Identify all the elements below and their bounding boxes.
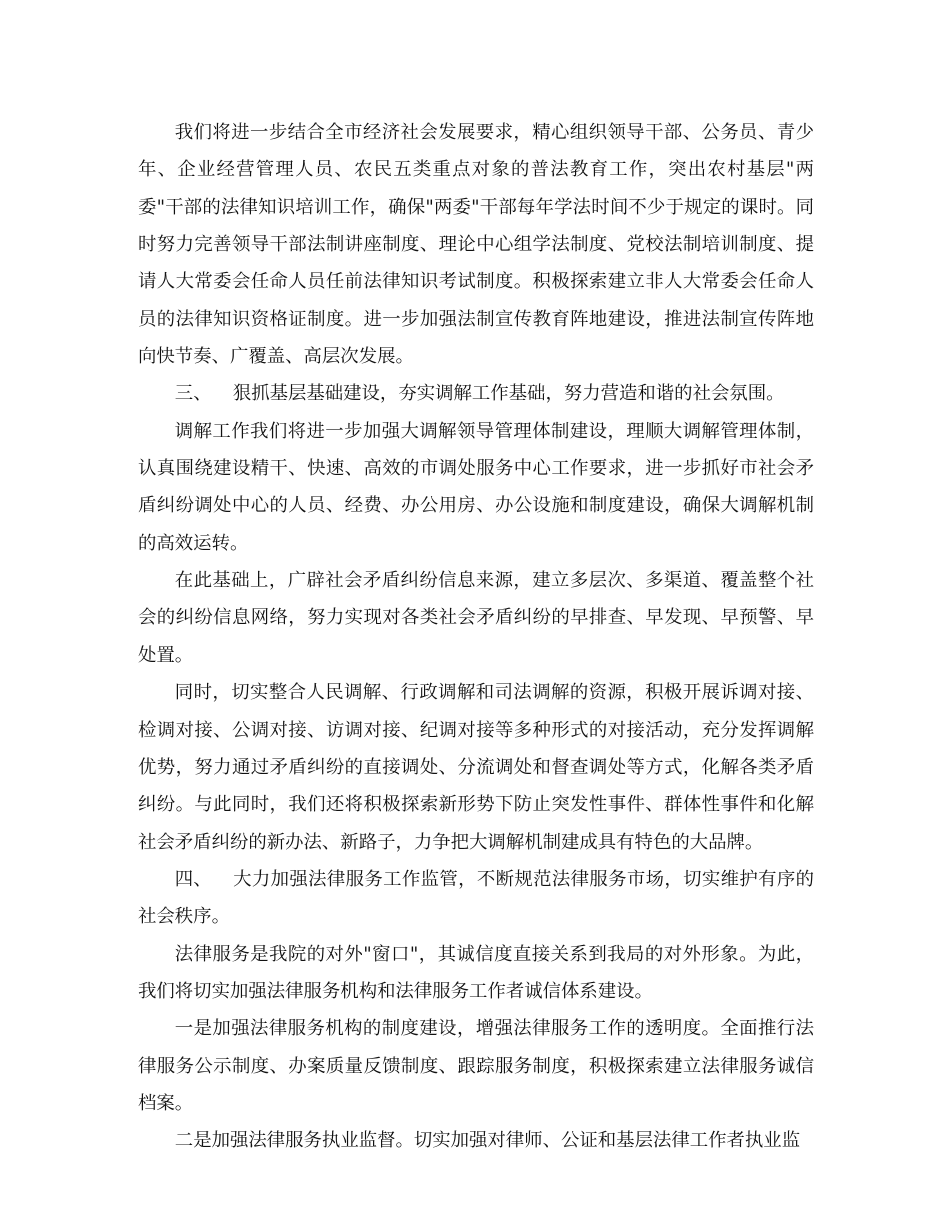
paragraph: 法律服务是我院的对外"窗口"，其诚信度直接关系到我局的对外形象。为此，我们将切实加强法律服务机构和法律服务工作者诚信体系建设。: [138, 943, 814, 1002]
section-heading: [138, 375, 814, 412]
section-heading: [138, 861, 814, 936]
section-heading-text: 大力加强法律服务工作监管，不断规范法律服务市场，切实维护有序的社会秩序。: [138, 868, 814, 928]
paragraph: 调解工作我们将进一步加强大调解领导管理体制建设，理顺大调解管理体制，认真围绕建设精干、快速、高效的市调处服务中心工作要求，进一步抓好市社会矛盾纠纷调处中心的人员、经费、办公用房、办公设施和制度建设，确保大调解机制的高效运转。: [138, 420, 814, 554]
section-number: 四、: [174, 868, 212, 890]
section-heading-text: 狠抓基层基础建设，夯实调解工作基础，努力营造和谐的社会氛围。: [232, 383, 785, 405]
paragraph: 同时，切实整合人民调解、行政调解和司法调解的资源，积极开展诉调对接、检调对接、公调对接、访调对接、纪调对接等多种形式的对接活动，充分发挥调解优势，努力通过矛盾纠纷的直接调处、分流调处和督查调处等方式，化解各类矛盾纠纷。与此同时，我们还将积极探索新形势下防止突发性事件、群体性事件和化解社会矛盾纠纷的新办法、新路子，力争把大调解机制建成具有特色的大品牌。: [138, 682, 814, 853]
paragraph: 二是加强法律服务执业监督。切实加强对律师、公证和基层法律工作者执业监: [174, 1130, 801, 1152]
section-number: 三、: [174, 383, 212, 405]
document-body: [138, 114, 814, 1160]
paragraph: 我们将进一步结合全市经济社会发展要求，精心组织领导干部、公务员、青少年、企业经营管理人员、农民五类重点对象的普法教育工作，突出农村基层"两委"干部的法律知识培训工作，确保"两委"干部每年学法时间不少于规定的课时。同时努力完善领导干部法制讲座制度、理论中心组学法制度、党校法制培训制度、提请人大常委会任命人员任前法律知识考试制度。积极探索建立非人大常委会任命人员的法律知识资格证制度。进一步加强法制宣传教育阵地建设，推进法制宣传阵地向快节奏、广覆盖、高层次发展。: [138, 122, 814, 368]
paragraph: 在此基础上，广辟社会矛盾纠纷信息来源，建立多层次、多渠道、覆盖整个社会的纠纷信息网络，努力实现对各类社会矛盾纠纷的早排查、早发现、早预警、早处置。: [138, 570, 814, 666]
paragraph: 一是加强法律服务机构的制度建设，增强法律服务工作的透明度。全面推行法律服务公示制度、办案质量反馈制度、跟踪服务制度，积极探索建立法律服务诚信档案。: [138, 1018, 814, 1114]
